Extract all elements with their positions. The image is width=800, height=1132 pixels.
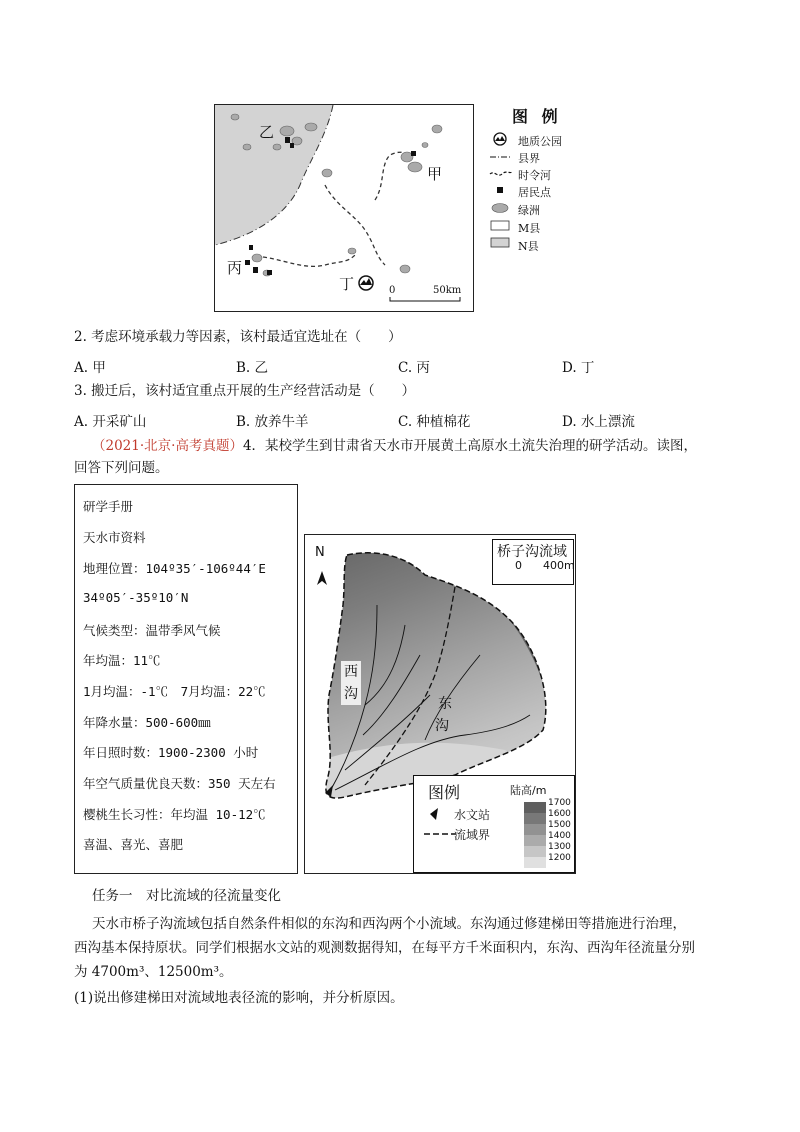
elev-swatch xyxy=(524,824,546,835)
label-yi: 乙 xyxy=(259,123,275,141)
elev-label: 1400 xyxy=(548,831,571,841)
elev-swatch xyxy=(524,846,546,857)
legend-geopark: 地质公园 xyxy=(518,135,562,148)
q4-text-2: 回答下列问题。 xyxy=(74,460,169,476)
oasis xyxy=(422,143,428,148)
q3-option-d[interactable]: D. 水上漂流 xyxy=(562,414,635,430)
elev-label: 1300 xyxy=(548,842,571,852)
map2-scale-zero: 0 xyxy=(515,559,522,572)
legend-symbols xyxy=(488,130,518,260)
label-jia: 甲 xyxy=(427,165,443,183)
settlement xyxy=(249,245,253,250)
q3-option-b[interactable]: B. 放养牛羊 xyxy=(236,414,309,430)
q4-source: （2021·北京·高考真题） xyxy=(92,438,243,454)
oasis xyxy=(280,126,294,136)
label-xigou-2: 沟 xyxy=(344,686,358,702)
task1-para-line: 天水市桥子沟流域包括自然条件相似的东沟和西沟两个小流域。东沟通过修建梯田等措施进行治理， xyxy=(92,916,686,932)
elev-swatch xyxy=(524,813,546,824)
handbook-line: 1月均温：-1℃ 7月均温：22℃ xyxy=(83,684,266,699)
map2-elev-title: 陆高/m xyxy=(510,784,547,797)
task1-para-line: 西沟基本保持原状。同学们根据水文站的观测数据得知，在每平方千米面积内，东沟、西沟年径流量分别 xyxy=(74,940,695,956)
settlement xyxy=(290,143,294,148)
settlement xyxy=(245,260,250,265)
oasis xyxy=(322,169,332,177)
label-xigou xyxy=(341,661,361,705)
handbook-line: 34º05′-35º10′N xyxy=(83,590,189,605)
legend-settlement: 居民点 xyxy=(518,186,551,199)
label-donggou xyxy=(431,693,453,737)
task1-question: (1)说出修建梯田对流域地表径流的影响，并分析原因。 xyxy=(74,990,404,1006)
settlement xyxy=(285,137,290,143)
settlement xyxy=(253,267,258,273)
legend-county-border: 县界 xyxy=(518,152,540,165)
legend-n-county: N县 xyxy=(518,240,539,253)
task1-para-line: 为 4700m³、12500m³。 xyxy=(74,964,233,980)
handbook-line: 年日照时数：1900-2300 小时 xyxy=(83,745,259,760)
seasonal-river xyxy=(263,255,355,266)
q2-option-c[interactable]: C. 丙 xyxy=(398,360,430,376)
label-xigou-1: 西 xyxy=(344,664,358,680)
q3-option-c[interactable]: C. 种植棉花 xyxy=(398,414,471,430)
map1-frame xyxy=(214,104,474,312)
elev-swatch xyxy=(524,857,546,868)
q2-stem: 2. 考虑环境承载力等因素，该村最适宜选址在（ ） xyxy=(74,329,402,345)
oasis xyxy=(432,125,442,133)
elev-label: 1600 xyxy=(548,809,571,819)
handbook-line: 气候类型：温带季风气候 xyxy=(83,623,221,638)
handbook-box xyxy=(74,484,298,874)
label-donggou-1: 东 xyxy=(438,696,452,712)
map2-scale-dist: 400m xyxy=(543,559,575,572)
oasis xyxy=(243,144,251,150)
legend-title: 图 例 xyxy=(512,107,562,126)
north-arrow-icon xyxy=(317,571,327,585)
map2-legend-title: 图例 xyxy=(428,783,461,802)
elev-labels xyxy=(548,798,571,864)
elev-swatches xyxy=(524,802,546,868)
map2-legend-station: 水文站 xyxy=(454,808,491,822)
handbook-line: 年均温：11℃ xyxy=(83,653,161,668)
legend-m-county: M县 xyxy=(518,222,541,235)
oasis xyxy=(231,114,239,120)
oasis xyxy=(408,162,422,172)
map2-legend-boundary: 流域界 xyxy=(454,828,491,842)
elev-label: 1700 xyxy=(548,798,571,808)
map1-legend xyxy=(488,104,598,264)
settlement xyxy=(267,270,272,275)
task1-heading: 任务一 对比流域的径流量变化 xyxy=(92,888,281,904)
elev-swatch xyxy=(524,802,546,813)
q4-stem xyxy=(92,436,697,456)
label-donggou-2: 沟 xyxy=(435,718,449,734)
q4-text-1: 4．某校学生到甘肃省天水市开展黄土高原水土流失治理的研学活动。读图， xyxy=(242,438,698,454)
scale-zero: 0 xyxy=(389,285,396,296)
q3-stem: 3. 搬迁后，该村适宜重点开展的生产经营活动是（ ） xyxy=(74,383,416,399)
oasis xyxy=(400,265,410,273)
map2-title: 桥子沟流域 xyxy=(497,544,567,560)
legend-oasis: 绿洲 xyxy=(518,204,540,217)
handbook-line: 地理位置：104º35′-106º44′E xyxy=(83,561,266,576)
oasis xyxy=(273,144,281,150)
handbook-line: 年降水量：500-600㎜ xyxy=(83,715,211,730)
handbook-line: 樱桃生长习性：年均温 10-12℃ xyxy=(83,807,266,822)
q2-option-a[interactable]: A. 甲 xyxy=(74,360,106,376)
elev-label: 1500 xyxy=(548,820,571,830)
q3-option-a[interactable]: A. 开采矿山 xyxy=(74,414,147,430)
handbook-line: 天水市资料 xyxy=(83,530,146,545)
map2-frame xyxy=(304,534,576,874)
q2-option-b[interactable]: B. 乙 xyxy=(236,360,269,376)
elev-swatch xyxy=(524,835,546,846)
handbook-line: 研学手册 xyxy=(83,499,134,514)
north-label: N xyxy=(315,545,325,560)
oasis xyxy=(348,248,356,254)
map2-legend xyxy=(413,775,575,873)
settlement xyxy=(411,151,416,156)
label-ding: 丁 xyxy=(339,275,355,293)
handbook-line: 年空气质量优良天数：350 天左右 xyxy=(83,776,276,791)
handbook-line: 喜温、喜光、喜肥 xyxy=(83,837,184,852)
q2-option-d[interactable]: D. 丁 xyxy=(562,360,595,376)
task1-paragraph xyxy=(74,912,734,984)
oasis xyxy=(252,254,262,262)
legend-seasonal-river: 时令河 xyxy=(518,169,551,182)
label-bing: 丙 xyxy=(227,259,243,277)
elev-label: 1200 xyxy=(548,853,571,863)
oasis xyxy=(305,123,317,131)
scale-dist: 50km xyxy=(433,285,462,296)
scale-bar xyxy=(390,297,460,301)
